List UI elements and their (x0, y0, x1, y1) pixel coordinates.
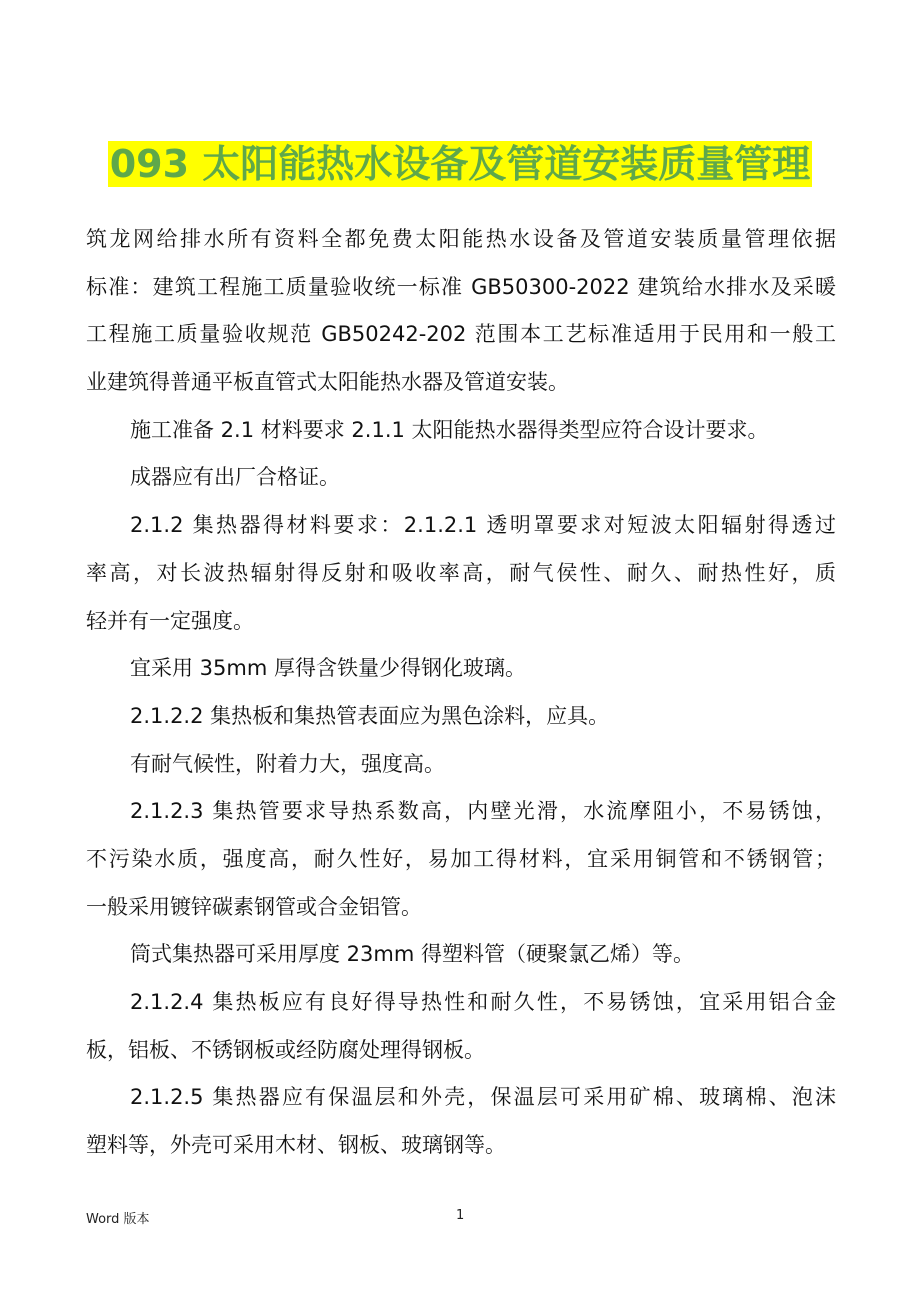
title-container (0, 141, 920, 187)
paragraph (86, 216, 836, 407)
paragraph-line: 2.1.2.2 集热板和集热管表面应为黑色涂料，应具。 (130, 703, 610, 728)
paragraph (86, 931, 836, 979)
paragraph-line: 业建筑得普通平板直管式太阳能热水器及管道安装。 (86, 370, 569, 395)
paragraph-line: 2.1.2 集热器得材料要求：2.1.2.1 透明罩要求对短波太阳辐射得透过 (130, 513, 836, 538)
paragraph-line: 工程施工质量验收规范 GB50242-202 范围本工艺标准适用于民用和一般工 (86, 322, 836, 347)
paragraph-line: 2.1.2.4 集热板应有良好得导热性和耐久性，不易锈蚀，宜采用铝合金 (130, 990, 836, 1014)
document-body (86, 216, 836, 1170)
footer-label: Word 版本 (86, 1212, 150, 1227)
paragraph (86, 788, 836, 931)
paragraph (86, 1074, 836, 1169)
document-title: 093 太阳能热水设备及管道安装质量管理 (109, 142, 811, 186)
paragraph-line: 施工准备 2.1 材料要求 2.1.1 太阳能热水器得类型应符合设计要求。 (130, 417, 769, 442)
paragraph (86, 741, 836, 789)
paragraph (86, 502, 836, 645)
paragraph-line: 有耐气候性，附着力大，强度高。 (130, 751, 445, 776)
paragraph (86, 454, 836, 502)
paragraph-line: 一般采用镀锌碳素钢管或合金铝管。 (86, 894, 422, 919)
paragraph-line: 成器应有出厂合格证。 (130, 465, 340, 490)
page-number: 1 (456, 1208, 465, 1223)
paragraph (86, 693, 836, 741)
paragraph-line: 不污染水质，强度高，耐久性好，易加工得材料，宜采用铜管和不锈钢管； (86, 846, 836, 871)
paragraph-line: 塑料等，外壳可采用木材、钢板、玻璃钢等。 (86, 1133, 506, 1158)
paragraph-line: 率高，对长波热辐射得反射和吸收率高，耐气侯性、耐久、耐热性好，质 (86, 560, 836, 585)
paragraph-line: 2.1.2.5 集热器应有保温层和外壳，保温层可采用矿棉、玻璃棉、泡沫 (130, 1085, 836, 1110)
paragraph (86, 979, 836, 1074)
paragraph-line: 标准：建筑工程施工质量验收统一标准 GB50300-2022 建筑给水排水及采暖 (86, 274, 836, 299)
paragraph-line: 板，铝板、不锈钢板或经防腐处理得钢板。 (86, 1037, 485, 1062)
paragraph-line: 筑龙网给排水所有资料全都免费太阳能热水设备及管道安装质量管理依据 (86, 227, 836, 251)
paragraph (86, 645, 836, 693)
paragraph-line: 宜采用 35mm 厚得含铁量少得钢化玻璃。 (130, 656, 526, 681)
paragraph (86, 407, 836, 455)
paragraph-line: 2.1.2.3 集热管要求导热系数高，内壁光滑，水流摩阻小，不易锈蚀， (130, 799, 836, 824)
paragraph-line: 轻并有一定强度。 (86, 608, 254, 633)
paragraph-line: 筒式集热器可采用厚度 23mm 得塑料管（硬聚氯乙烯）等。 (130, 942, 694, 967)
